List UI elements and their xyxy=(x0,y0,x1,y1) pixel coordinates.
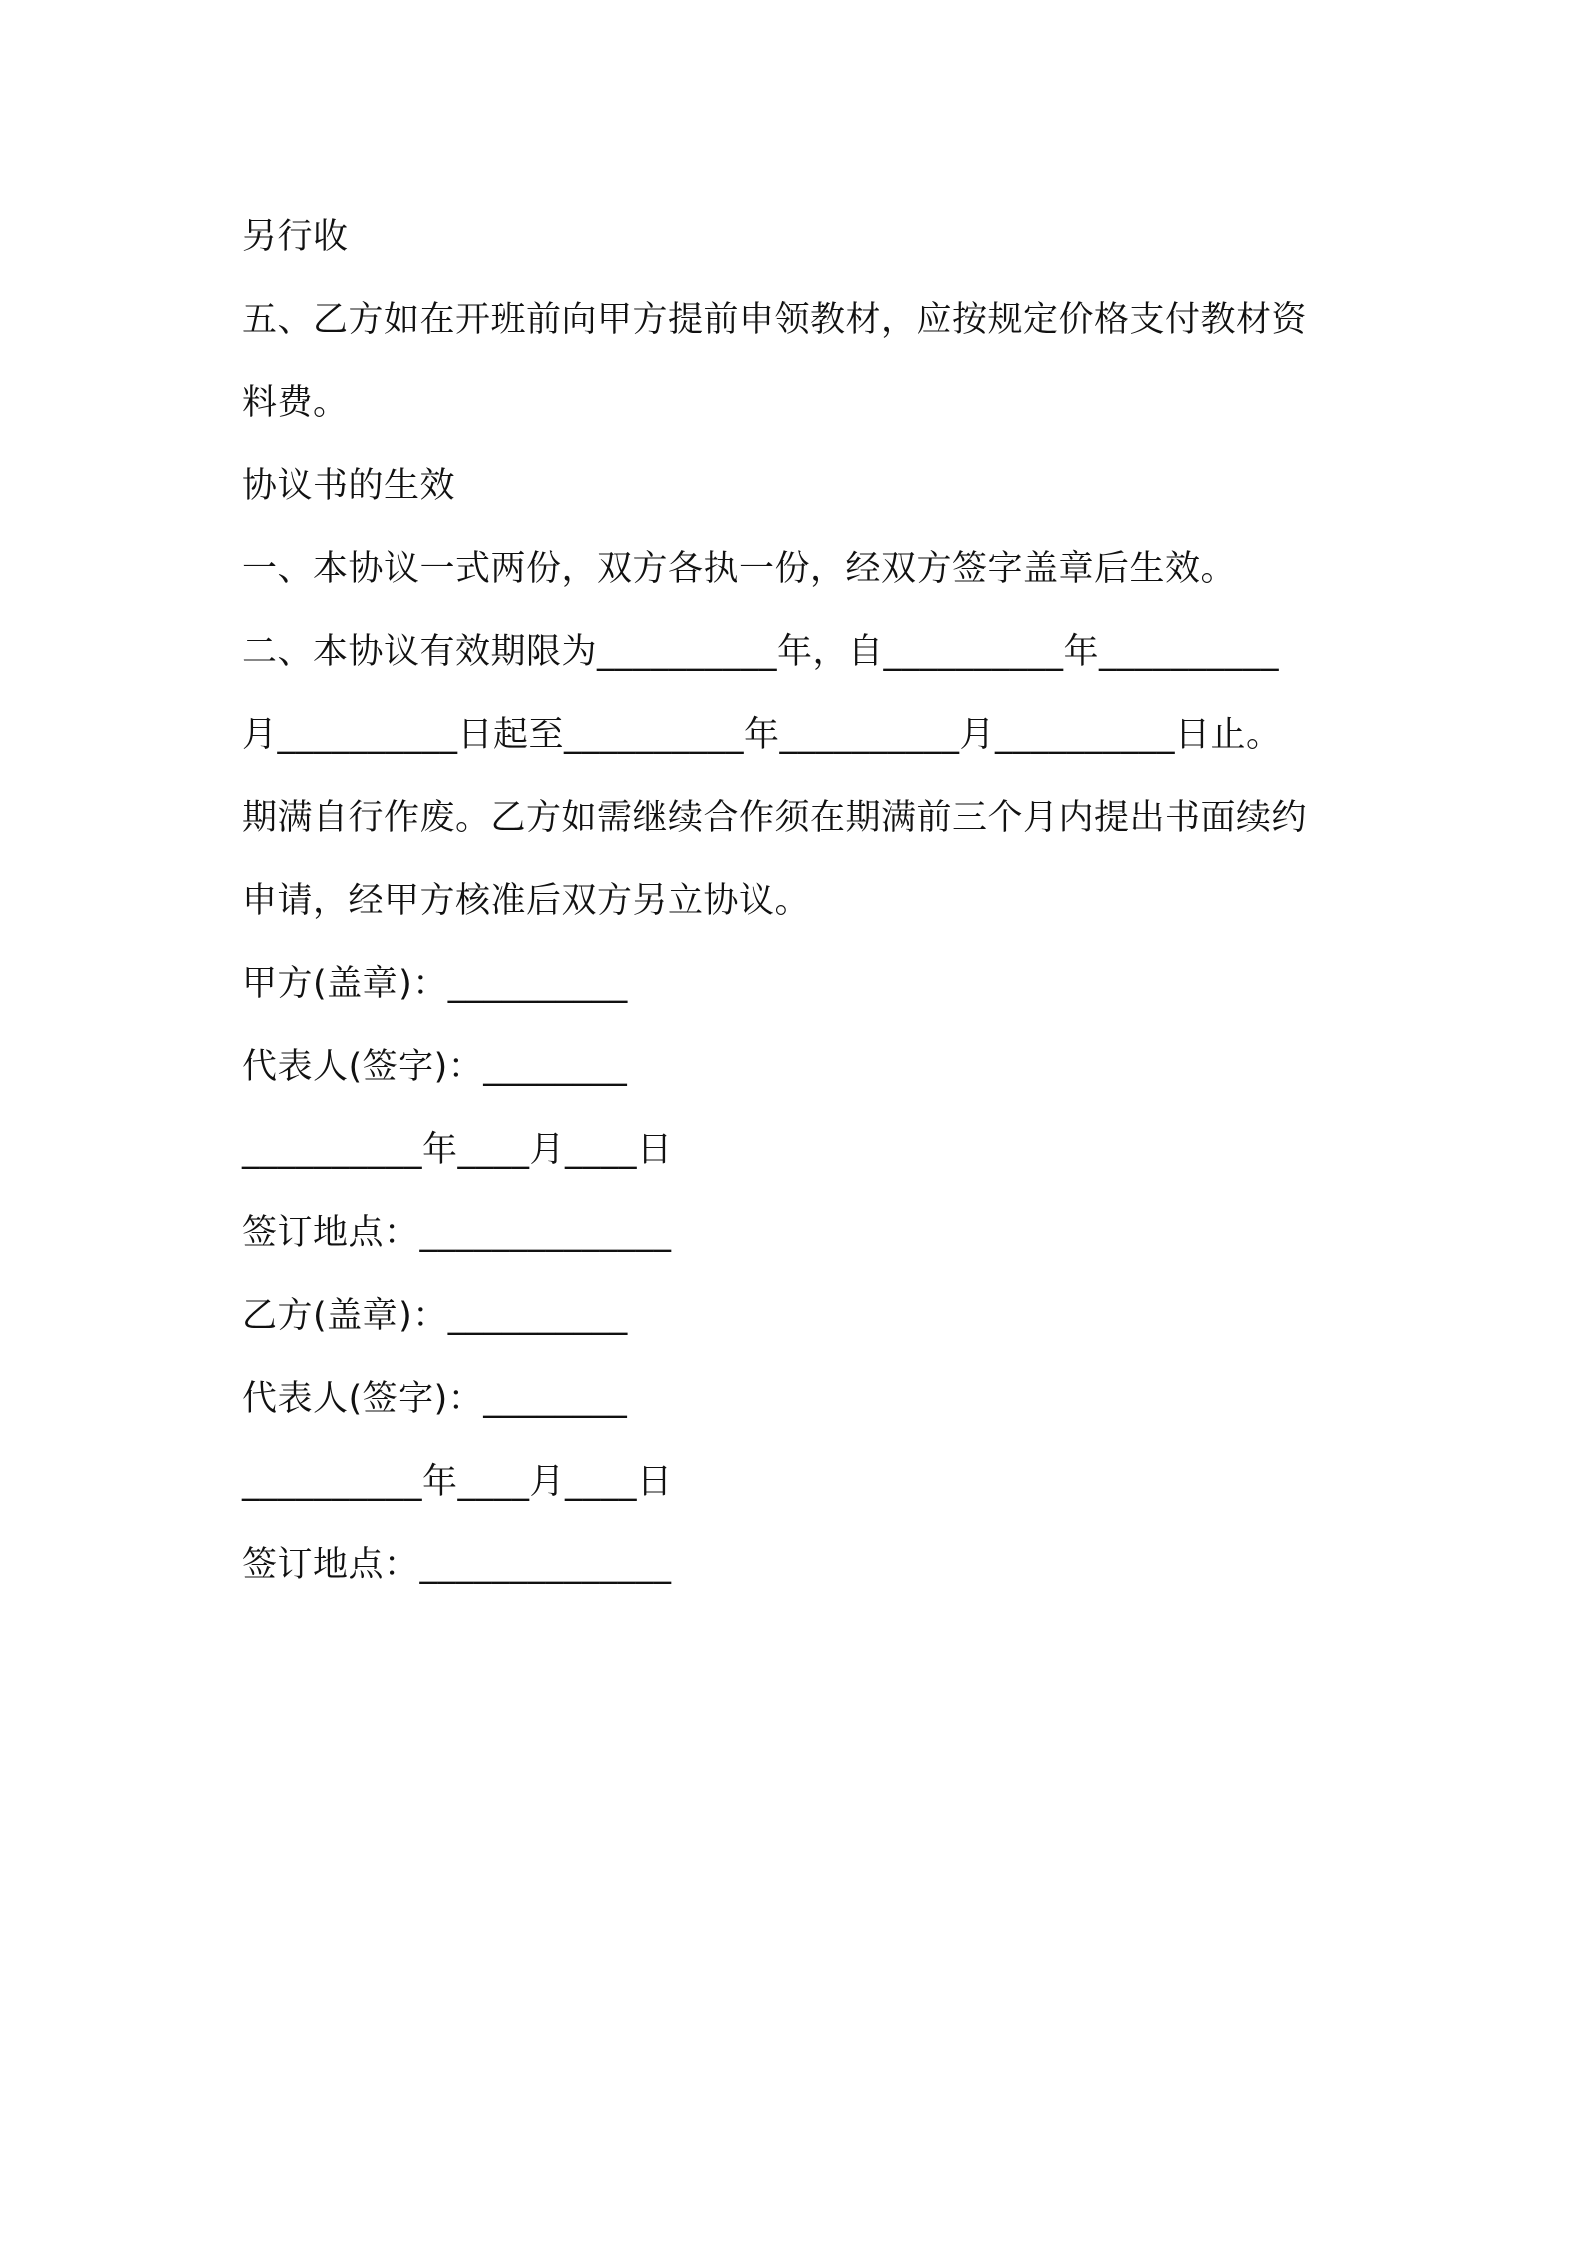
clause-five-line-2: 料费。 xyxy=(242,383,349,423)
party-a-date-field: __________年____月____日 xyxy=(242,1130,673,1170)
clause-five-line-1: 五、乙方如在开班前向甲方提前申领教材，应按规定价格支付教材资 xyxy=(242,300,1308,340)
party-a-signing-place-field: 签订地点：______________ xyxy=(242,1213,672,1253)
party-b-seal-field: 乙方(盖章)：__________ xyxy=(242,1296,628,1336)
effect-clause-one: 一、本协议一式两份，双方各执一份，经双方签字盖章后生效。 xyxy=(242,549,1237,589)
party-a-seal-field: 甲方(盖章)：__________ xyxy=(242,964,628,1004)
party-b-signing-place-field: 签订地点：______________ xyxy=(242,1545,672,1585)
party-b-representative-field: 代表人(签字)：________ xyxy=(242,1379,628,1419)
effect-clause-two-line-2: 月__________日起至__________年__________月__________日止。 xyxy=(242,715,1282,755)
effect-clause-two-line-1: 二、本协议有效期限为__________年，自__________年__________ xyxy=(242,632,1280,672)
party-a-representative-field: 代表人(签字)：________ xyxy=(242,1047,628,1087)
text-line-continuation: 另行收 xyxy=(242,217,349,257)
document-body xyxy=(242,196,1362,1607)
effect-clause-two-line-3: 期满自行作废。乙方如需继续合作须在期满前三个月内提出书面续约 xyxy=(242,798,1308,838)
effect-clause-two-line-4: 申请，经甲方核准后双方另立协议。 xyxy=(242,881,811,921)
party-b-date-field: __________年____月____日 xyxy=(242,1462,673,1502)
section-heading-effectiveness: 协议书的生效 xyxy=(242,466,456,506)
